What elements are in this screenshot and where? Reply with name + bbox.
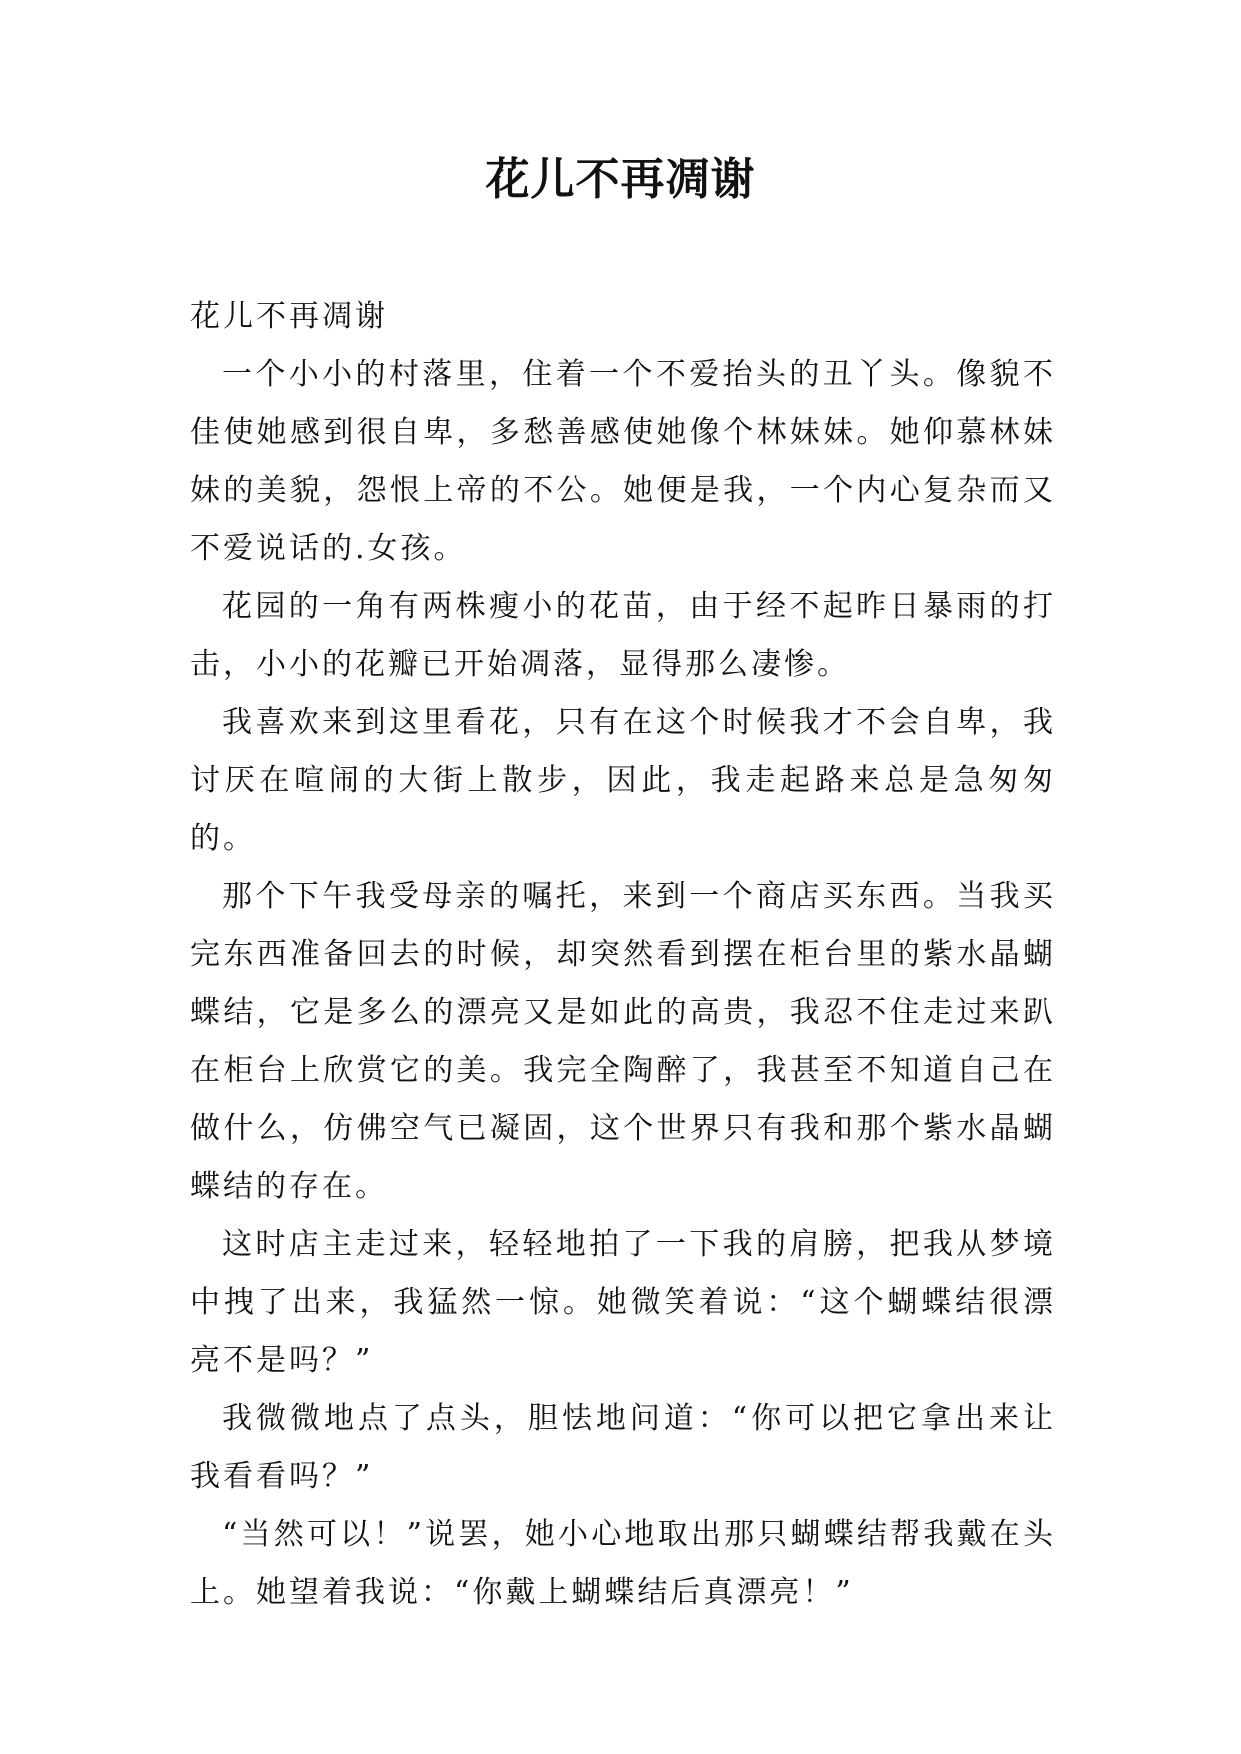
paragraph: 花园的一角有两株瘦小的花苗，由于经不起昨日暴雨的打击，小小的花瓣已开始凋落，显得那么凄惨。 <box>190 589 1056 682</box>
paragraph: 一个小小的村落里，住着一个不爱抬头的丑丫头。像貌不佳使她感到很自卑，多愁善感使她像个林妹妹。她仰慕林妹妹的美貌，怨恨上帝的不公。她便是我，一个内心复杂而又不爱说话的.女孩。 <box>190 357 1056 566</box>
paragraph: “当然可以！”说罢，她小心地取出那只蝴蝶结帮我戴在头上。她望着我说：“你戴上蝴蝶结后真漂亮！” <box>190 1517 1056 1610</box>
subtitle-paragraph: 花儿不再凋谢 <box>190 299 388 334</box>
document-body <box>190 288 1056 1622</box>
paragraph: 我微微地点了点头，胆怯地问道：“你可以把它拿出来让我看看吗？” <box>190 1401 1056 1494</box>
paragraph: 我喜欢来到这里看花，只有在这个时候我才不会自卑，我讨厌在喧闹的大街上散步，因此，我走起路来总是急匆匆的。 <box>190 705 1056 856</box>
paragraph: 那个下午我受母亲的嘱托，来到一个商店买东西。当我买完东西准备回去的时候，却突然看到摆在柜台里的紫水晶蝴蝶结，它是多么的漂亮又是如此的高贵，我忍不住走过来趴在柜台上欣赏它的美。我完全陶醉了，我甚至不知道自己在做什么，仿佛空气已凝固，这个世界只有我和那个紫水晶蝴蝶结的存在。 <box>190 879 1056 1204</box>
document-title: 花儿不再凋谢 <box>485 154 756 205</box>
paragraph: 这时店主走过来，轻轻地拍了一下我的肩膀，把我从梦境中拽了出来，我猛然一惊。她微笑着说：“这个蝴蝶结很漂亮不是吗？” <box>190 1227 1056 1378</box>
